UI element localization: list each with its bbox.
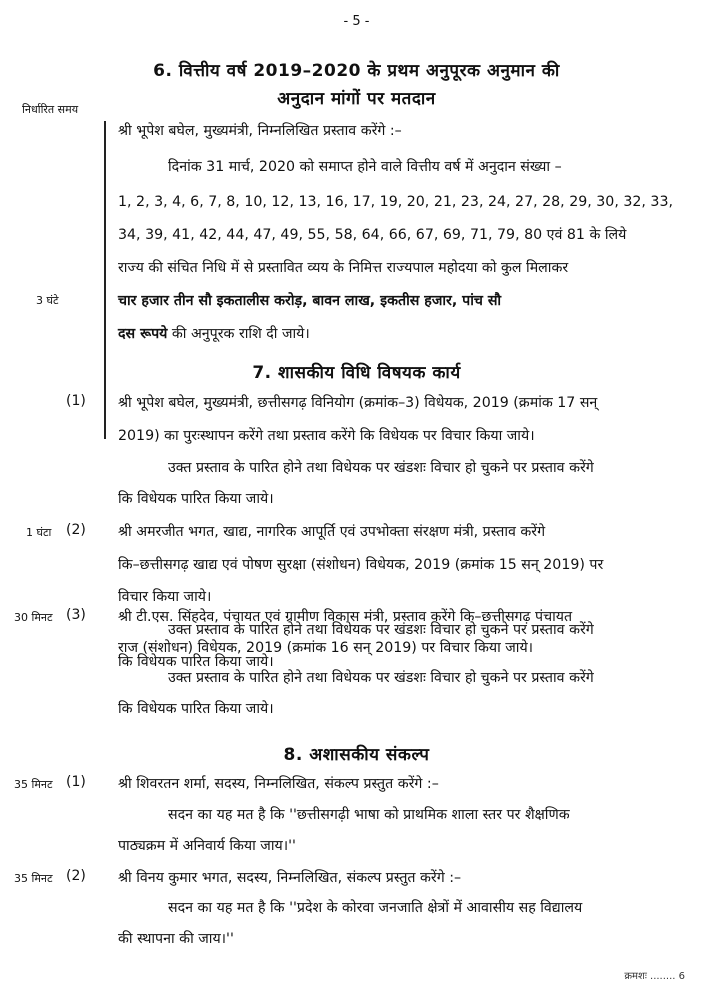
sec8-item2-line-1: श्री विनय कुमार भगत, सदस्य, निम्नलिखित, संकल्प प्रस्तुत करेंगे :–	[118, 870, 462, 886]
sec6-amount-end: दस रूपये	[118, 326, 168, 342]
sec7-item3-time: 30 मिनट	[14, 611, 53, 624]
sec6-line-7-text: की अनुपूरक राशि दी जाये।	[167, 326, 310, 342]
sec8-item2-line-3: की स्थापना की जाय।''	[118, 931, 234, 947]
sec7-item2-number: (2)	[66, 522, 86, 538]
margin-divider-line	[104, 121, 106, 439]
sec6-line-7	[118, 324, 713, 344]
sec8-item1-number: (1)	[66, 774, 86, 790]
sec7-item1-number: (1)	[66, 393, 86, 409]
page-number: - 5 -	[343, 14, 370, 29]
sec8-item2-line-2: सदन का यह मत है कि ''प्रदेश के कोरवा जनजाति क्षेत्रों में आवासीय सह विद्यालय	[168, 900, 583, 916]
section-7-heading: 7. शासकीय विधि विषयक कार्य	[252, 363, 461, 383]
sec8-item1-line-2: सदन का यह मत है कि ''छत्तीसगढ़ी भाषा को प्राथमिक शाला स्तर पर शैक्षणिक	[168, 807, 570, 823]
sec8-item1-time: 35 मिनट	[14, 778, 53, 791]
sec8-item1-line-3: पाठ्यक्रम में अनिवार्य किया जाय।''	[118, 838, 296, 854]
sec6-time: 3 घंटे	[36, 294, 59, 307]
scheduled-time-label: निर्धारित समय	[22, 103, 79, 116]
sec6-line-3: 1, 2, 3, 4, 6, 7, 8, 10, 12, 13, 16, 17, 19, 20, 21, 23, 24, 27, 28, 29, 30, 32, 33,	[118, 194, 673, 210]
sec8-item1-line-1: श्री शिवरतन शर्मा, सदस्य, निम्नलिखित, संकल्प प्रस्तुत करेंगे :–	[118, 776, 439, 792]
sec7-item3-line-4: कि विधेयक पारित किया जाये।	[118, 701, 274, 717]
sec6-amount-line: चार हजार तीन सौ इकतालीस करोड़, बावन लाख, इकतीस हजार, पांच सौ	[118, 293, 502, 309]
sec7-item2-line-2: कि–छत्तीसगढ़ खाद्य एवं पोषण सुरक्षा (संशोधन) विधेयक, 2019 (क्रमांक 15 सन् 2019) पर	[118, 557, 604, 573]
sec6-line-1: श्री भूपेश बघेल, मुख्यमंत्री, निम्नलिखित प्रस्ताव करेंगे :–	[118, 123, 402, 139]
sec7-item2-line-5: कि विधेयक पारित किया जाये।	[118, 654, 274, 670]
sec7-item2-line-1: श्री अमरजीत भगत, खाद्य, नागरिक आपूर्ति एवं उपभोक्ता संरक्षण मंत्री, प्रस्ताव करेंगे	[118, 524, 546, 540]
section-6-heading-line1: 6. वित्तीय वर्ष 2019–2020 के प्रथम अनुपूरक अनुमान की	[153, 61, 560, 81]
sec7-item3-number: (3)	[66, 607, 86, 623]
sec6-line-4: 34, 39, 41, 42, 44, 47, 49, 55, 58, 64, 66, 67, 69, 71, 79, 80 एवं 81 के लिये	[118, 227, 627, 243]
sec7-item3-line-3: उक्त प्रस्ताव के पारित होने तथा विधेयक पर खंडशः विचार हो चुकने पर प्रस्ताव करेंगे	[168, 670, 594, 686]
sec7-item1-line-1: श्री भूपेश बघेल, मुख्यमंत्री, छत्तीसगढ़ विनियोग (क्रमांक–3) विधेयक, 2019 (क्रमांक 17 सन्	[118, 395, 598, 411]
section-6-heading-line2: अनुदान मांगों पर मतदान	[277, 89, 436, 109]
sec6-line-5: राज्य की संचित निधि में से प्रस्तावित व्यय के निमित्त राज्यपाल महोदया को कुल मिलाकर	[118, 260, 569, 276]
sec7-item1-line-3: उक्त प्रस्ताव के पारित होने तथा विधेयक पर खंडशः विचार हो चुकने पर प्रस्ताव करेंगे	[168, 460, 594, 476]
section-8-heading: 8. अशासकीय संकल्प	[283, 745, 430, 765]
sec8-item2-number: (2)	[66, 868, 86, 884]
sec7-item2-line-4: उक्त प्रस्ताव के पारित होने तथा विधेयक पर खंडशः विचार हो चुकने पर प्रस्ताव करेंगे	[168, 622, 594, 638]
sec7-item1-line-4: कि विधेयक पारित किया जाये।	[118, 491, 274, 507]
continuation-footer: क्रमशः ........ 6	[624, 971, 685, 982]
sec7-item1-line-2: 2019) का पुरःस्थापन करेंगे तथा प्रस्ताव करेंगे कि विधेयक पर विचार किया जाये।	[118, 428, 535, 444]
sec7-item3-line-2: राज (संशोधन) विधेयक, 2019 (क्रमांक 16 सन् 2019) पर विचार किया जाये।	[118, 640, 534, 656]
sec6-line-2: दिनांक 31 मार्च, 2020 को समाप्त होने वाले वित्तीय वर्ष में अनुदान संख्या –	[168, 159, 562, 175]
sec8-item2-time: 35 मिनट	[14, 872, 53, 885]
sec7-item3-line-1: श्री टी.एस. सिंहदेव, पंचायत एवं ग्रामीण विकास मंत्री, प्रस्ताव करेंगे कि–छत्तीसगढ़ पंचायत	[118, 609, 573, 625]
sec7-item2-line-3: विचार किया जाये।	[118, 589, 212, 605]
sec7-item2-time: 1 घंटा	[26, 526, 52, 539]
